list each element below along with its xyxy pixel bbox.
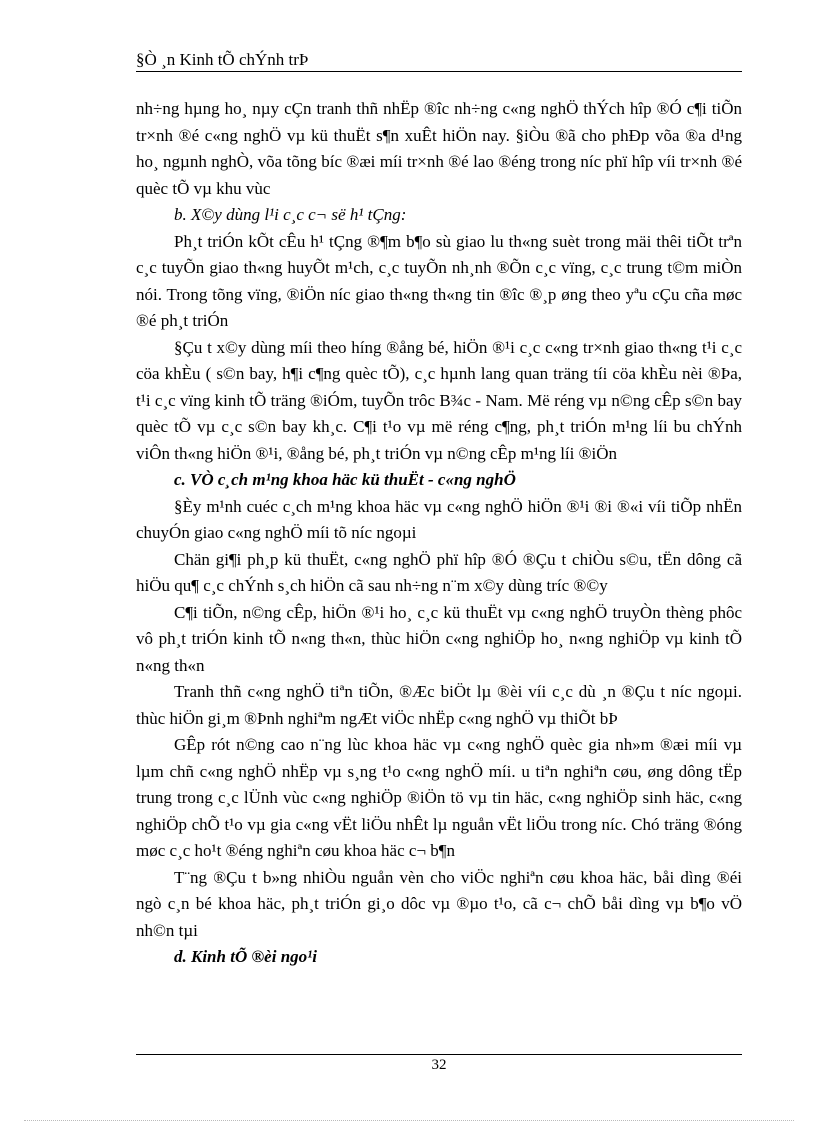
paragraph-technology-1: §Èy m¹nh cuéc c¸ch m¹ng khoa häc vµ c«ng nghÖ hiÖn ®¹i ®i ®«i víi tiÕp nhËn chuyÓn giao c«ng nghÖ míi tõ níc ngoµi xyxy=(136,496,742,542)
paragraph-technology-3: C¶i tiÕn, n©ng cÊp, hiÖn ®¹i ho¸ c¸c kü thuËt vµ c«ng nghÖ truyÒn thèng phôc vô ph¸t triÓn kinh tÕ n«ng th«n, thùc hiÖn c«ng nghiÖp ho¸ n«ng nghiÖp vµ kinh tÕ n«ng th«n xyxy=(136,602,742,675)
paragraph-infrastructure-1: Ph¸t triÓn kÕt cÊu h¹ tÇng ®¶m b¶o sù giao lu th«ng suèt trong mäi thêi tiÕt trªn c¸c tuyÕn giao th«ng huyÕt m¹ch, c¸c tuyÕn nh¸nh ®Õn c¸c vïng, c¸c trung t©m miÒn nói. Trong tõng vïng, ®iÖn níc giao th«ng th«ng tin ®îc ®¸p øng theo yªu cÇu cña møc ®é ph¸t triÓn xyxy=(136,231,742,330)
header-divider xyxy=(136,71,742,72)
page-number: 32 xyxy=(431,1057,447,1073)
paragraph-intro: nh÷ng hµng ho¸ nµy cÇn tranh thñ nhËp ®îc nh÷ng c«ng nghÖ thÝch hîp ®Ó c¶i tiÕn tr×nh ®é c«ng nghÖ vµ kü thuËt s¶n xuÊt hiÖn nay. §iÒu ®ã cho phÐp võa ®a d¹ng ho¸ ngµnh nghÒ, võa tõng bíc ®æi míi tr×nh ®é lao ®éng trong níc phï hîp víi tr×nh ®é quèc tÕ vµ khu vùc xyxy=(136,99,742,198)
page-header: §Ò ¸n Kinh tÕ chÝnh trÞ xyxy=(136,50,309,69)
page-content xyxy=(136,96,742,971)
section-heading-infrastructure: b. X©y dùng l¹i c¸c c¬ së h¹ tÇng: xyxy=(174,205,407,224)
section-heading-foreign-economy: d. Kinh tÕ ®èi ngo¹i xyxy=(174,947,317,966)
paragraph-infrastructure-2: §Çu t x©y dùng míi theo híng ®ång bé, hiÖn ®¹i c¸c c«ng tr×nh giao th«ng t¹i c¸c cöa khÈu ( s©n bay, h¶i c¶ng quèc tÕ), c¸c hµnh lang quan träng tíi cöa khÈu nèi ®Þa, t¹i c¸c vïng kinh tÕ träng ®iÓm, tuyÕn trôc B¾c - Nam. Më réng vµ n©ng cÊp s©n bay quèc tÕ vµ c¸c s©n bay kh¸c. C¶i t¹o vµ më réng c¶ng, ph¸t triÓn m¹ng líi bu chÝnh viÔn th«ng hiÖn ®¹i, ®ång bé, ph¸t triÓn vµ n©ng cÊp m¹ng líi ®iÖn xyxy=(136,337,742,463)
paragraph-technology-4: Tranh thñ c«ng nghÖ tiªn tiÕn, ®Æc biÖt lµ ®èi víi c¸c dù ¸n ®Çu t níc ngoµi. thùc hiÖn gi¸m ®Þnh nghiªm ngÆt viÖc nhËp c«ng nghÖ vµ thiÕt bÞ xyxy=(136,682,742,728)
paragraph-technology-2: Chän gi¶i ph¸p kü thuËt, c«ng nghÖ phï hîp ®Ó ®Çu t chiÒu s©u, tËn dông cã hiÖu qu¶ c¸c chÝnh s¸ch hiÖn cã sau nh÷ng n¨m x©y dùng tríc ®©y xyxy=(136,549,742,595)
footer-divider xyxy=(136,1054,742,1055)
section-heading-technology: c. VÒ c¸ch m¹ng khoa häc kü thuËt - c«ng nghÖ xyxy=(174,470,516,489)
paragraph-technology-6: T¨ng ®Çu t b»ng nhiÒu nguån vèn cho viÖc nghiªn cøu khoa häc, båi dìng ®éi ngò c¸n bé khoa häc, ph¸t triÓn gi¸o dôc vµ ®µo t¹o, cã c¬ chÕ båi dìng vµ b¶o vÖ nh©n tµi xyxy=(136,867,742,940)
page-break-line xyxy=(24,1120,794,1121)
paragraph-technology-5: GÊp rót n©ng cao n¨ng lùc khoa häc vµ c«ng nghÖ quèc gia nh»m ®æi míi vµ lµm chñ c«ng nghÖ nhËp vµ s¸ng t¹o c«ng nghÖ míi. u tiªn nghiªn cøu, øng dông tËp trung trong c¸c lÜnh vùc c«ng nghiÖp ®iÖn tö vµ tin häc, c«ng nghiÖp sinh häc, c«ng nghiÖp chÕ t¹o vµ gia c«ng vËt liÖu nhÊt lµ nguån vËt liÖu trong níc. Chó träng ®óng møc c¸c ho¹t ®éng nghiªn cøu khoa häc c¬ b¶n xyxy=(136,735,742,860)
